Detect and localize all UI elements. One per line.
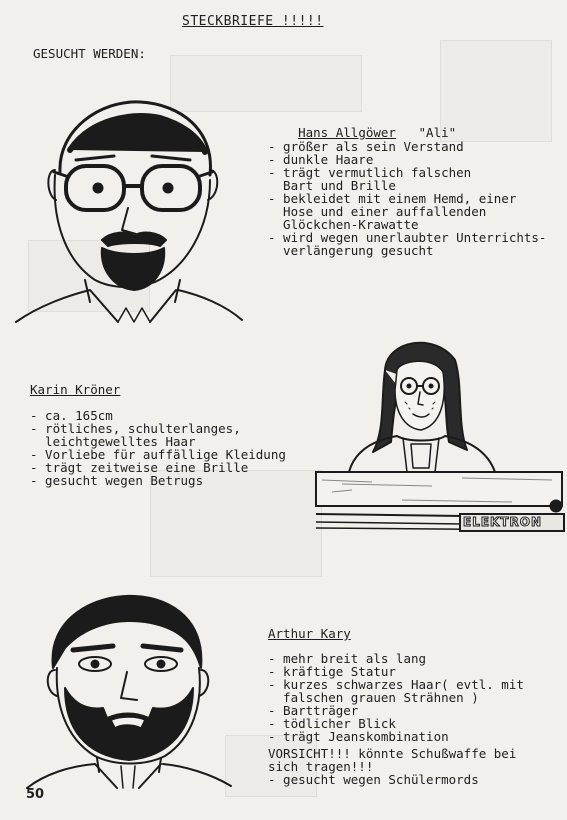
trait-item: - größer als sein Verstand [268,139,464,154]
portrait-arthur-kary [25,588,235,793]
elektron-stamp: ELEKTRON [463,515,543,529]
trait-item: - trägt zeitweise eine Brille [30,460,249,475]
person-3-traits [268,652,524,743]
bleed-through-ad-right [440,40,552,142]
trait-item: - kräftige Statur [268,664,396,679]
portrait-hans-allgoewer [10,90,250,330]
person-2-traits [30,409,286,487]
trait-item: - Vorliebe für auffällige Kleidung [30,447,286,462]
page-title: STECKBRIEFE !!!!! [182,14,324,29]
trait-item: - trägt vermutlich falschen Bart und Brille [268,165,472,193]
person-3-final-trait: - gesucht wegen Schülermords [268,772,479,787]
person-3-warning: VORSICHT!!! könnte Schußwaffe bei sich tragen!!! [268,746,517,774]
trait-item: - dunkle Haare [268,152,374,167]
person-1-nickname: "Ali" [418,125,457,140]
wanted-heading: GESUCHT WERDEN: [33,46,146,61]
person-3-name: Arthur Kary [268,626,351,641]
trait-item: - rötliches, schulterlanges, leichtgewelltes Haar [30,421,241,449]
trait-item: - bekleidet mit einem Hemd, einer Hose und einer auffallenden Glöckchen-Krawatte [268,191,517,232]
trait-item: - mehr breit als lang [268,651,427,666]
trait-item: - Bartträger [268,703,359,718]
portrait-karin-kroener [345,330,500,475]
trait-item: - kurzes schwarzes Haar( evtl. mit falschen grauen Strähnen ) [268,677,524,705]
person-1-name: Hans Allgöwer [298,125,396,140]
page-number: 50 [26,787,45,802]
trait-item: - wird wegen unerlaubter Unterrichts- verlängerung gesucht [268,230,547,258]
person-2-name: Karin Kröner [30,382,121,397]
person-1-traits [268,140,546,257]
trait-item: - tödlicher Blick [268,716,396,731]
trait-item: - ca. 165cm [30,408,113,423]
trait-item: - trägt Jeanskombination [268,729,449,744]
trait-item: - gesucht wegen Betrugs [30,473,204,488]
